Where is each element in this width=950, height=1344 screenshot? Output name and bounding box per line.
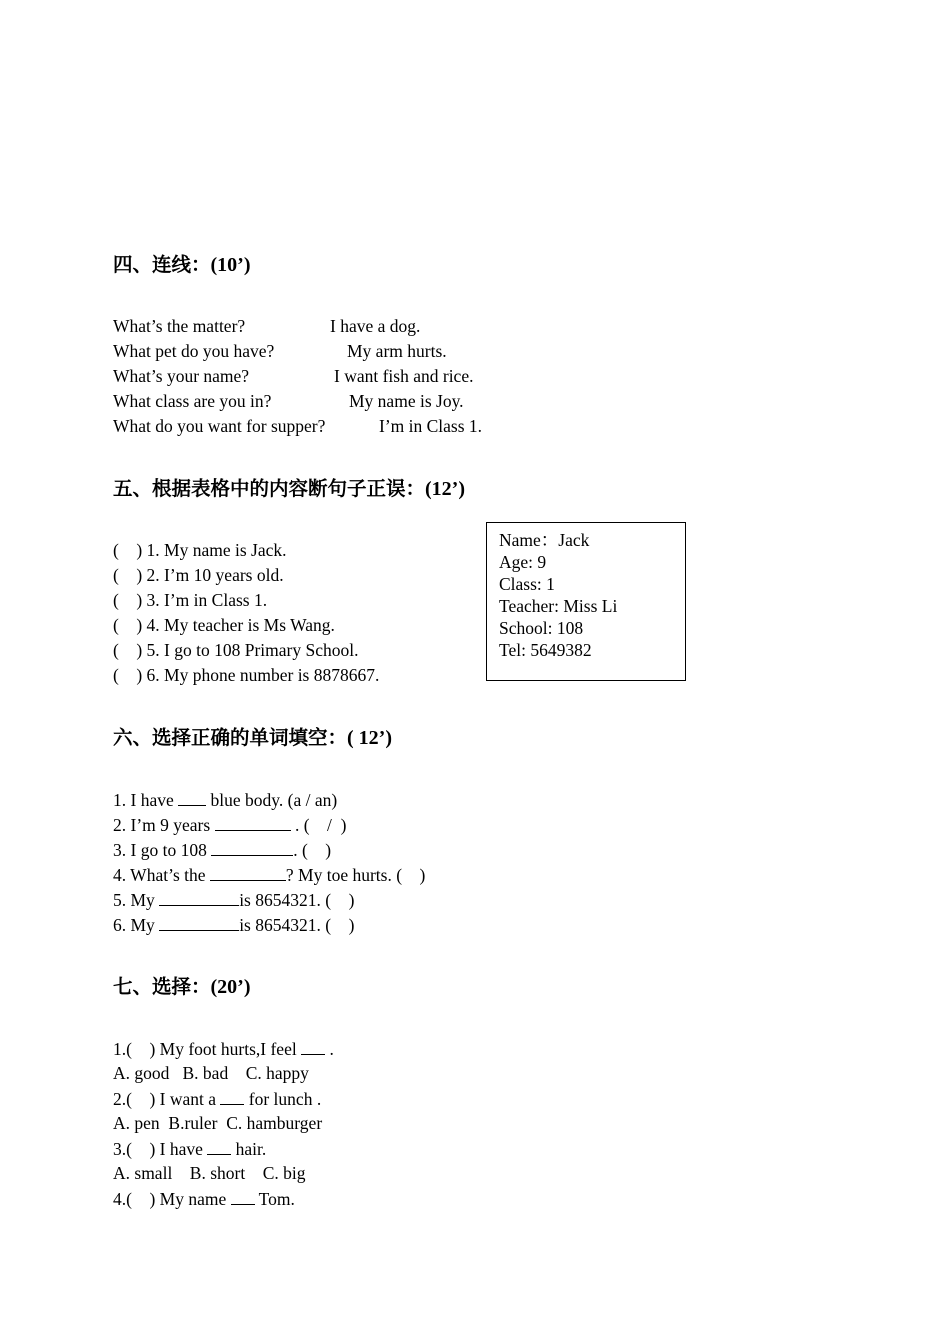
section-5-score: (12’)	[425, 478, 465, 500]
match-left-5: What do you want for supper?	[113, 416, 326, 436]
section-4-score: (10’)	[210, 254, 251, 276]
info-school: School: 108	[499, 618, 584, 638]
match-left-1: What’s the matter?	[113, 316, 246, 336]
section-6-score: ( 12’)	[347, 727, 392, 749]
fill-item-4: 4. What’s the ? My toe hurts. ( )	[113, 865, 426, 885]
choice-options-3: A. small B. short C. big	[113, 1163, 306, 1183]
match-right-5: I’m in Class 1.	[379, 416, 483, 436]
match-right-1: I have a dog.	[330, 316, 421, 336]
info-teacher: Teacher: Miss Li	[499, 596, 618, 616]
fill-item-1: 1. I have blue body. (a / an)	[113, 790, 338, 810]
judge-item-6: ( ) 6. My phone number is 8878667.	[113, 665, 380, 685]
info-age: Age: 9	[499, 552, 547, 572]
match-left-2: What pet do you have?	[113, 341, 275, 361]
judge-item-4: ( ) 4. My teacher is Ms Wang.	[113, 615, 335, 635]
judge-item-1: ( ) 1. My name is Jack.	[113, 540, 287, 560]
blank-line	[159, 891, 239, 906]
blank-line	[211, 841, 293, 856]
blank-line	[220, 1090, 244, 1105]
match-left-3: What’s your name?	[113, 366, 250, 386]
blank-line	[178, 791, 206, 806]
blank-line	[210, 866, 286, 881]
blank-line	[215, 816, 291, 831]
judge-item-5: ( ) 5. I go to 108 Primary School.	[113, 640, 359, 660]
choice-options-1: A. good B. bad C. happy	[113, 1063, 309, 1083]
fill-item-3: 3. I go to 108 . ( )	[113, 840, 332, 860]
match-right-3: I want fish and rice.	[334, 366, 474, 386]
match-right-4: My name is Joy.	[349, 391, 464, 411]
info-class: Class: 1	[499, 574, 555, 594]
info-tel: Tel: 5649382	[499, 640, 592, 660]
section-7-score: (20’)	[210, 976, 251, 998]
judge-item-3: ( ) 3. I’m in Class 1.	[113, 590, 268, 610]
choice-question-3: 3.( ) I have hair.	[113, 1139, 267, 1159]
blank-line	[301, 1040, 325, 1055]
blank-line	[231, 1190, 255, 1205]
blank-line	[159, 916, 239, 931]
choice-question-4: 4.( ) My name Tom.	[113, 1189, 295, 1209]
section-5-heading	[113, 479, 465, 499]
section-5-title: 五、根据表格中的内容断句子正误：	[113, 477, 426, 500]
info-name: Name：Jack	[499, 530, 590, 550]
judge-item-2: ( ) 2. I’m 10 years old.	[113, 565, 284, 585]
section-6-title: 六、选择正确的单词填空：	[113, 726, 348, 749]
choice-question-1: 1.( ) My foot hurts,I feel .	[113, 1039, 334, 1059]
match-left-4: What class are you in?	[113, 391, 272, 411]
choice-question-2: 2.( ) I want a for lunch .	[113, 1089, 322, 1109]
match-right-2: My arm hurts.	[347, 341, 447, 361]
section-6-heading	[113, 728, 392, 748]
section-7-heading	[113, 977, 251, 997]
section-7-title: 七、选择：	[113, 975, 211, 998]
fill-item-2: 2. I’m 9 years . ( / )	[113, 815, 347, 835]
fill-item-6: 6. My is 8654321. ( )	[113, 915, 355, 935]
section-4-heading	[113, 255, 251, 275]
fill-item-5: 5. My is 8654321. ( )	[113, 890, 355, 910]
blank-line	[207, 1140, 231, 1155]
section-4-title: 四、连线：	[113, 253, 211, 276]
choice-options-2: A. pen B.ruler C. hamburger	[113, 1113, 323, 1133]
